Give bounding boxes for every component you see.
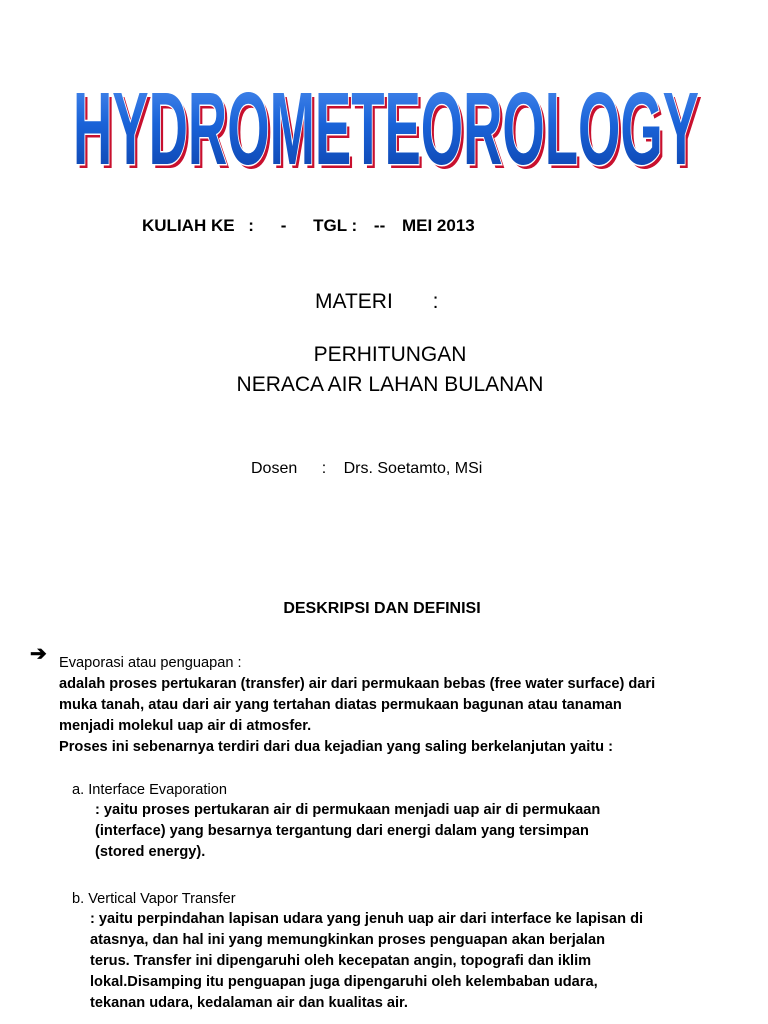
lecturer-line — [251, 460, 482, 478]
item-b-description — [90, 909, 643, 1014]
arrow-bullet-icon: ➔ — [30, 643, 47, 665]
session-label: KULIAH KE — [142, 216, 235, 235]
material-colon: : — [432, 290, 439, 313]
day-value: -- — [373, 216, 386, 235]
lecturer-colon: : — [321, 460, 327, 477]
item-a-line: : yaitu proses pertukaran air di permukaan menjadi uap air di permukaan — [95, 802, 601, 818]
definition-paragraph — [59, 653, 655, 758]
item-b-line: atasnya, dan hal ini yang memungkinkan proses penguapan akan berjalan — [90, 932, 605, 948]
title-wordart — [0, 70, 768, 180]
item-b-line: : yaitu perpindahan lapisan udara yang jenuh uap air dari interface ke lapisan di — [90, 911, 644, 927]
lecture-info-line — [142, 216, 475, 236]
session-value: - — [280, 216, 287, 235]
definition-term: Evaporasi atau penguapan : — [59, 655, 242, 671]
item-b-line: tekanan udara, kedalaman air dan kualitas air. — [90, 995, 408, 1011]
item-a-line: (interface) yang besarnya tergantung dari energi dalam yang tersimpan — [95, 823, 589, 839]
lecturer-label: Dosen — [251, 460, 298, 477]
definition-line: Proses ini sebenarnya terdiri dari dua kejadian yang saling berkelanjutan yaitu : — [59, 739, 613, 755]
month-year: MEI 2013 — [401, 216, 475, 235]
topic-line-1: PERHITUNGAN — [313, 343, 467, 366]
title-shadow-text: HYDROMETEOROLOGY — [76, 75, 703, 180]
definition-line: adalah proses pertukaran (transfer) air dari permukaan bebas (free water surface) dari — [59, 676, 656, 692]
page-title: HYDROMETEOROLOGY — [73, 71, 700, 180]
date-label: TGL : — [313, 216, 358, 235]
item-a-description — [95, 800, 600, 863]
item-b-title: b. Vertical Vapor Transfer — [72, 891, 236, 907]
title-banner — [0, 70, 768, 180]
item-b-line: terus. Transfer ini dipengaruhi oleh kecepatan angin, topografi dan iklim — [90, 953, 592, 969]
topic-line-2: NERACA AIR LAHAN BULANAN — [236, 373, 544, 396]
material-label-line — [315, 290, 438, 314]
definition-line: muka tanah, atau dari air yang tertahan diatas permukaan bagunan atau tanaman — [59, 697, 622, 713]
session-colon: : — [248, 216, 254, 235]
section-heading: DESKRIPSI DAN DEFINISI — [283, 600, 481, 617]
material-label: MATERI — [315, 290, 393, 313]
definition-line: menjadi molekul uap air di atmosfer. — [59, 718, 312, 734]
item-a-line: (stored energy). — [95, 844, 206, 860]
item-b-line: lokal.Disamping itu penguapan juga dipengaruhi oleh kelembaban udara, — [90, 974, 598, 990]
lecturer-name: Drs. Soetamto, MSi — [343, 460, 483, 477]
item-a-title: a. Interface Evaporation — [72, 782, 227, 798]
